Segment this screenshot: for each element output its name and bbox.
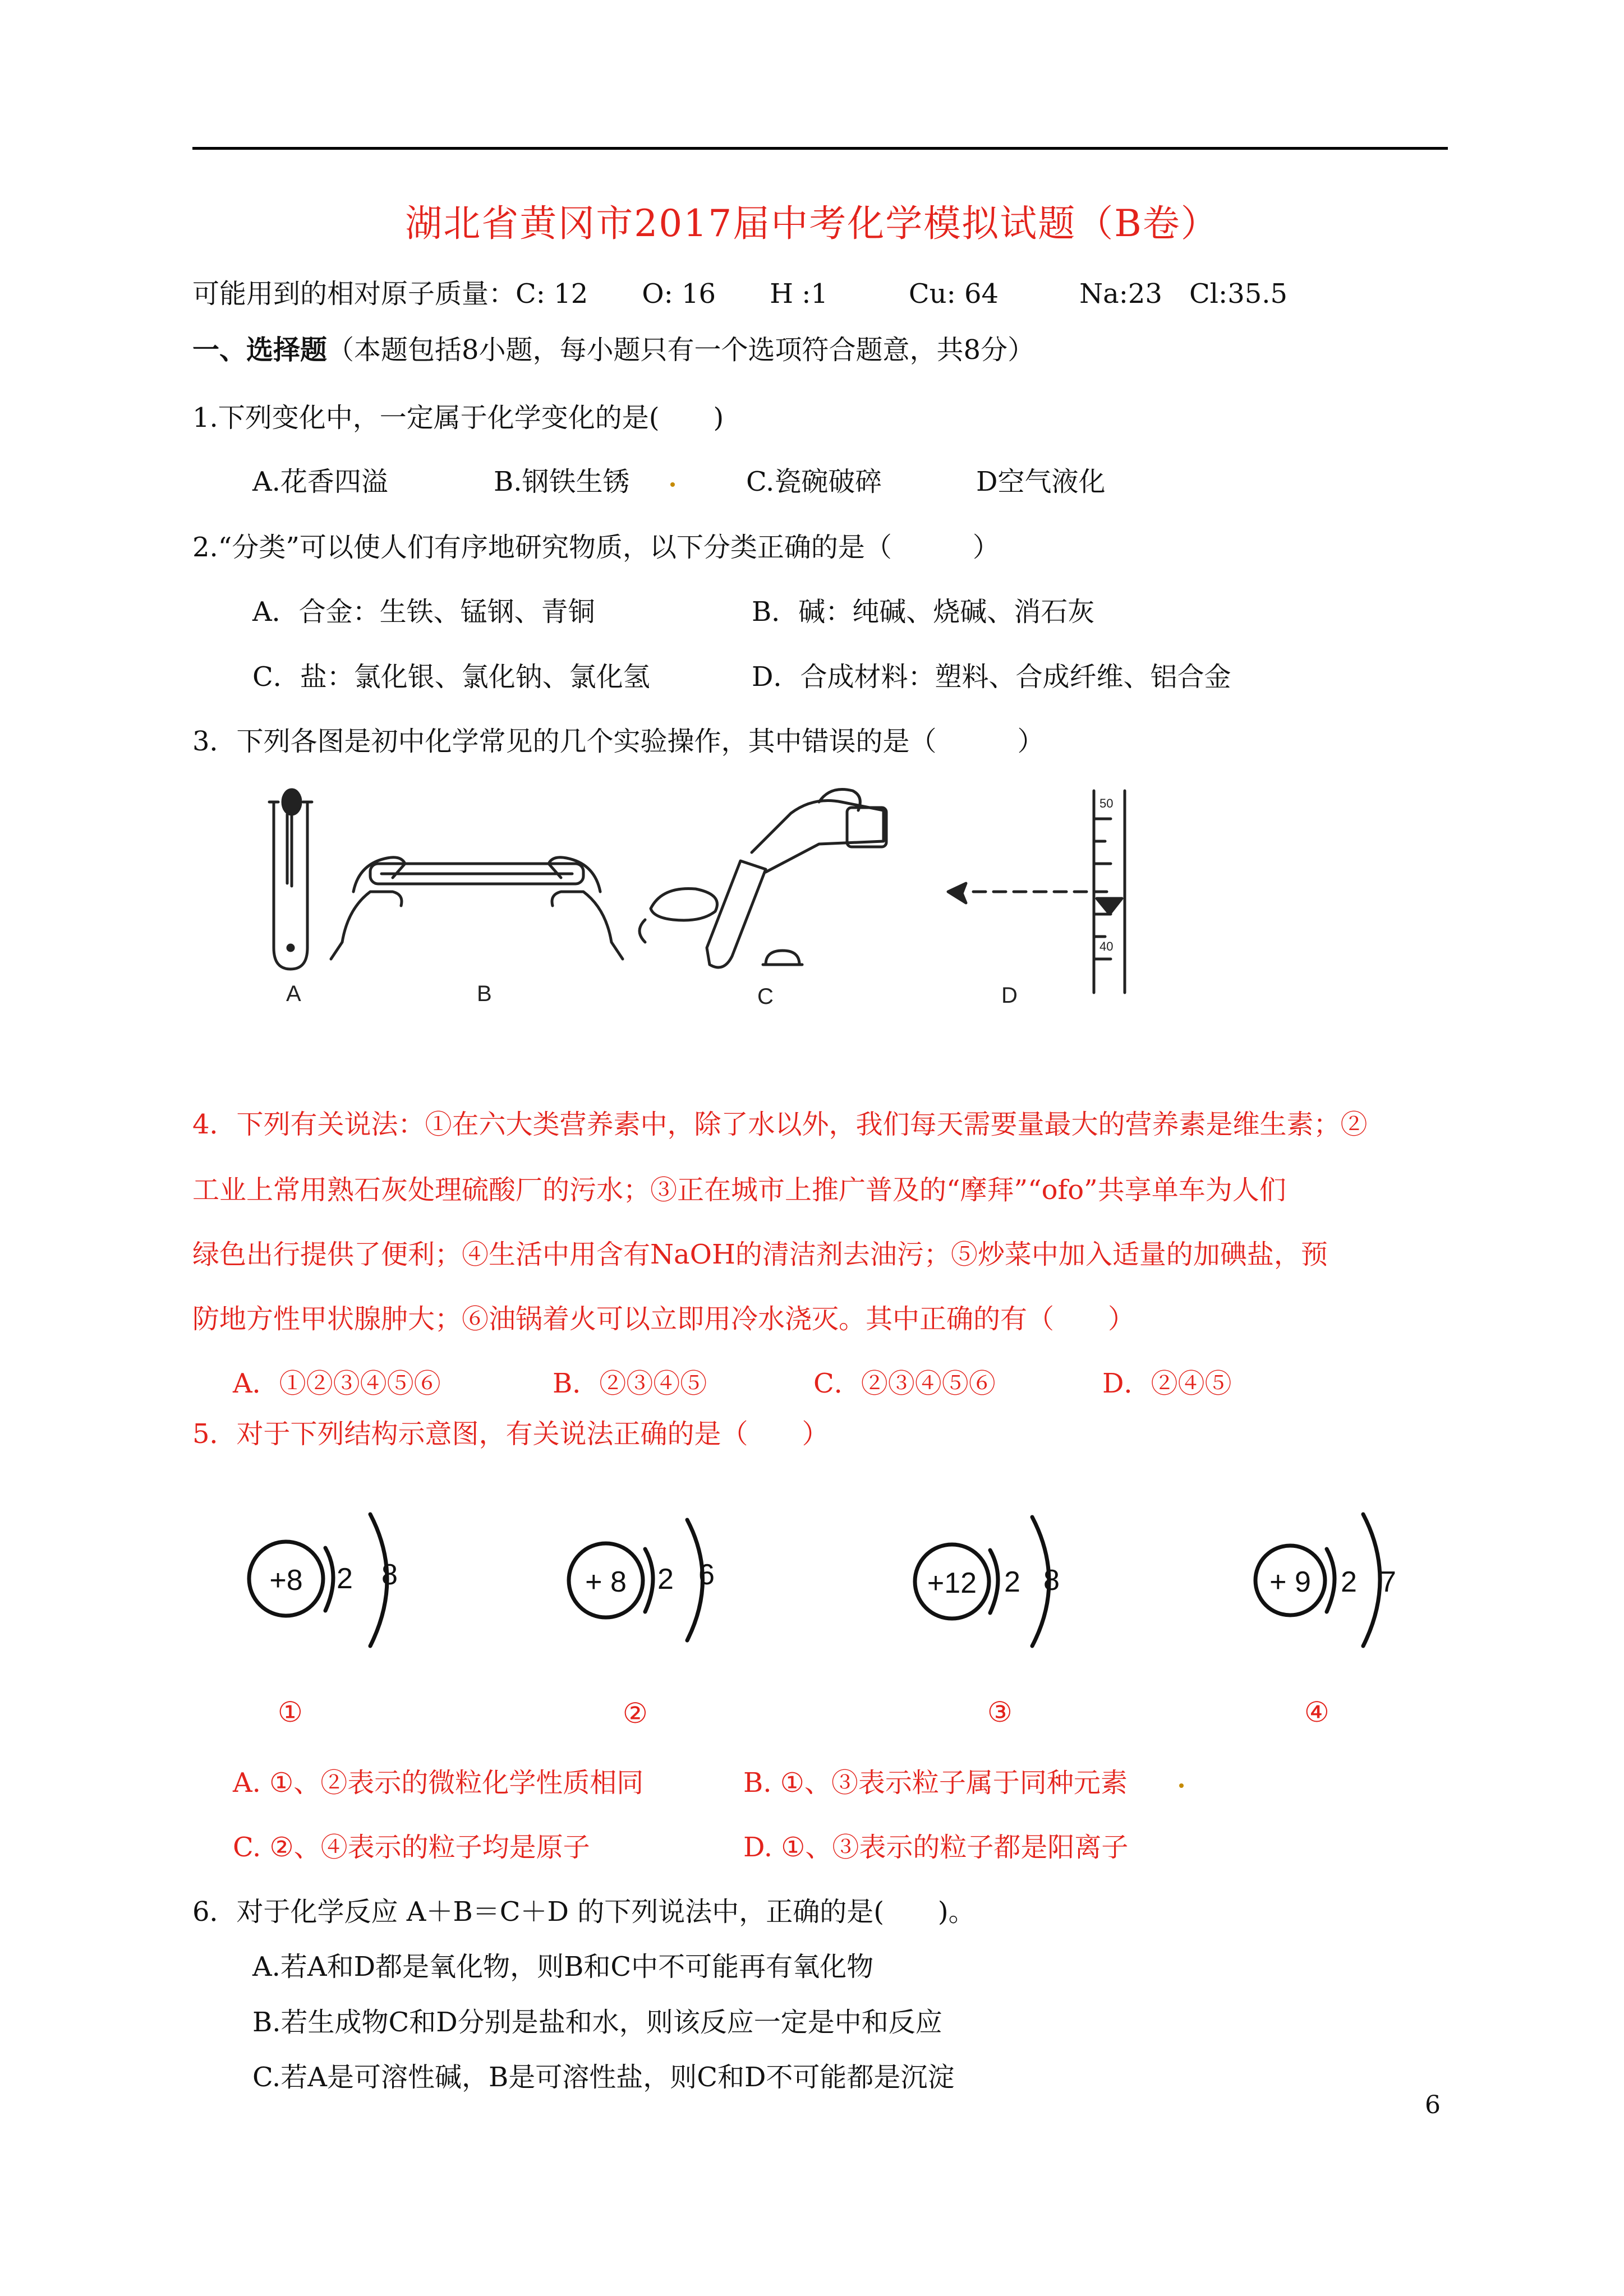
q4-line-2: 工业上常用熟石灰处理硫酸厂的污水；③正在城市上推广普及的“摩拜”“ofo”共享单车为人们 xyxy=(192,1174,1286,1206)
q2-option-b: B．碱：纯碱、烧碱、消石灰 xyxy=(752,596,1095,628)
figure-label-b: B xyxy=(477,981,492,1006)
dropper-illustration xyxy=(269,790,312,969)
q6-option-a: A.若A和D都是氧化物，则B和C中不可能再有氧化物 xyxy=(252,1951,874,1983)
shell-4-inner: 2 xyxy=(1341,1566,1357,1598)
shell-3-inner: 2 xyxy=(1004,1566,1020,1598)
nucleus-1: +8 xyxy=(269,1564,303,1597)
q5-option-b: B. ①、③表示粒子属于同种元素 xyxy=(743,1767,1128,1799)
cylinder-mark-50: 50 xyxy=(1099,796,1114,810)
diagram-label-1: ① xyxy=(278,1696,303,1728)
q2-options-row2 xyxy=(252,655,1430,693)
figure-label-c: C xyxy=(757,984,774,1009)
page-number: 6 xyxy=(1425,2091,1441,2119)
q4-line-4: 防地方性甲状腺肿大；⑥油锅着火可以立即用冷水浇灭。其中正确的有（ ） xyxy=(192,1303,1135,1335)
atomic-masses: 可能用到的相对原子质量：C: 12 O: 16 H :1 Cu: 64 Na:23 Cl:35.5 xyxy=(192,278,1288,310)
nucleus-4: + 9 xyxy=(1269,1566,1311,1598)
q4-option-a: A．①②③④⑤⑥ xyxy=(233,1368,441,1399)
q4-options xyxy=(233,1362,1411,1399)
q4-line-3: 绿色出行提供了便利；④生活中用含有NaOH的清洁剂去油污；⑤炒菜中加入适量的加碘盐，预 xyxy=(192,1239,1328,1270)
q2-option-a: A．合金：生铁、锰钢、青铜 xyxy=(252,596,595,628)
q5-options-row2 xyxy=(233,1825,1411,1863)
nucleus-3: +12 xyxy=(927,1567,977,1599)
figure-label-d: D xyxy=(1001,983,1018,1008)
q4-line-1: 4．下列有关说法：①在六大类营养素中，除了水以外，我们每天需要量最大的营养素是维生素；② xyxy=(192,1109,1368,1140)
q2-option-d: D．合成材料：塑料、合成纤维、铝合金 xyxy=(752,661,1231,693)
q4-option-d: D．②④⑤ xyxy=(1102,1368,1232,1399)
shell-3-outer: 8 xyxy=(1043,1564,1060,1597)
q5-option-a: A. ①、②表示的微粒化学性质相同 xyxy=(233,1767,644,1799)
q5-option-d: D. ①、③表示的粒子都是阳离子 xyxy=(743,1832,1129,1863)
q2-options-row1 xyxy=(252,590,1430,628)
q3-stem: 3．下列各图是初中化学常见的几个实验操作，其中错误的是（ ） xyxy=(192,726,1045,757)
q6-stem: 6．对于化学反应 A＋B＝C＋D 的下列说法中，正确的是( )。 xyxy=(192,1896,976,1928)
pouring-illustration xyxy=(640,790,886,968)
cylinder-reading-illustration xyxy=(948,791,1125,993)
q5-option-c: C. ②、④表示的粒子均是原子 xyxy=(233,1832,590,1863)
cylinder-mark-40: 40 xyxy=(1099,939,1114,953)
section-title: 一、选择题 xyxy=(192,334,328,366)
diagram-label-3: ③ xyxy=(987,1696,1013,1728)
q1-options xyxy=(252,460,1430,497)
q6-option-c: C.若A是可溶性碱，B是可溶性盐，则C和D不可能都是沉淀 xyxy=(252,2062,955,2093)
q4-option-b: B．②③④⑤ xyxy=(553,1368,707,1399)
hands-tube-illustration xyxy=(331,857,623,959)
q6-option-b: B.若生成物C和D分别是盐和水，则该反应一定是中和反应 xyxy=(252,2007,942,2038)
diagram-label-2: ② xyxy=(623,1697,648,1730)
header-rule xyxy=(192,147,1448,150)
q1-option-a: A.花香四溢 xyxy=(252,466,388,497)
q1-option-c: C.瓷碗破碎 xyxy=(746,466,882,497)
q1-stem: 1.下列变化中，一定属于化学变化的是( ) xyxy=(192,402,724,434)
q2-stem: 2.“分类”可以使人们有序地研究物质，以下分类正确的是（ ） xyxy=(192,532,1000,563)
atom-structure-figure xyxy=(241,1486,1475,1739)
shell-2-inner: 2 xyxy=(657,1563,674,1596)
nucleus-2: + 8 xyxy=(585,1566,627,1598)
shell-1-outer: 8 xyxy=(381,1559,398,1591)
q1-option-b: B.钢铁生锈 xyxy=(494,466,630,497)
figure-label-a: A xyxy=(286,981,301,1006)
q5-options-row1 xyxy=(233,1761,1411,1799)
stray-dot-2 xyxy=(1179,1783,1184,1788)
shell-1-inner: 2 xyxy=(337,1562,353,1595)
stray-dot xyxy=(670,482,675,487)
diagram-label-4: ④ xyxy=(1304,1696,1329,1728)
lab-operations-figure xyxy=(258,780,1128,1015)
q5-stem: 5．对于下列结构示意图，有关说法正确的是（ ） xyxy=(192,1418,829,1450)
page-title: 湖北省黄冈市2017届中考化学模拟试题（B卷） xyxy=(405,202,1219,245)
q4-option-c: C．②③④⑤⑥ xyxy=(813,1368,996,1399)
shell-4-outer: 7 xyxy=(1380,1566,1396,1598)
q2-option-c: C．盐：氯化银、氯化钠、氯化氢 xyxy=(252,661,650,693)
section-heading xyxy=(192,328,1448,367)
section-note: （本题包括8小题，每小题只有一个选项符合题意，共8分） xyxy=(327,334,1035,366)
shell-2-outer: 6 xyxy=(698,1559,715,1591)
q1-option-d: D空气液化 xyxy=(976,466,1106,497)
